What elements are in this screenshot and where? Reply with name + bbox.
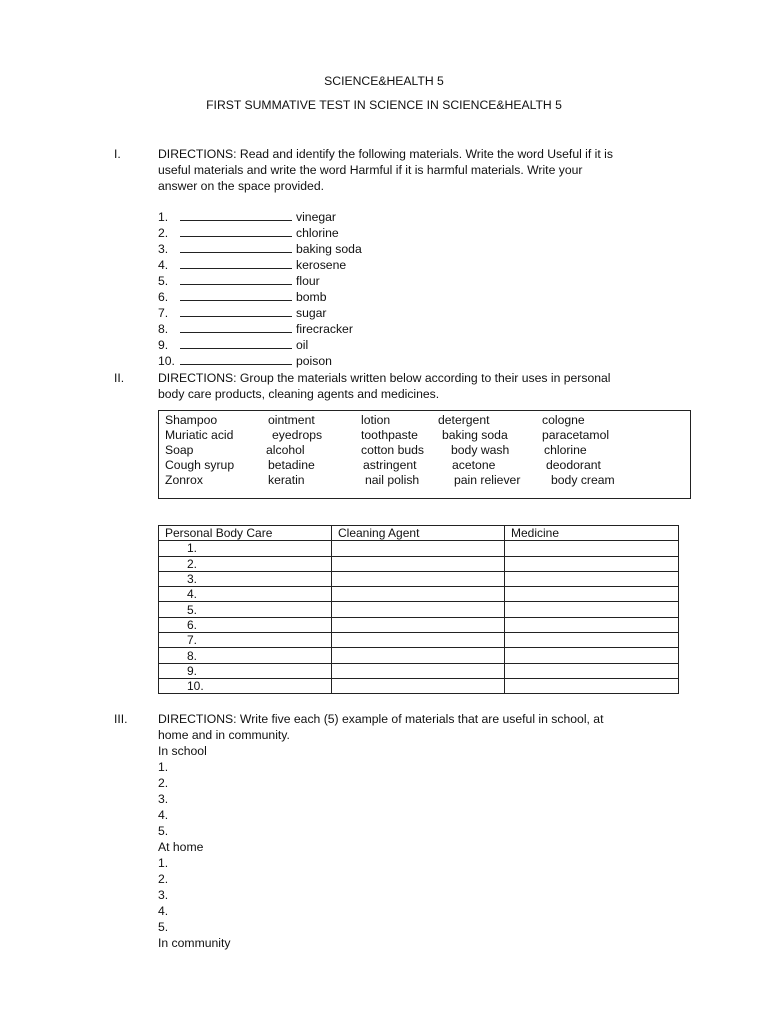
table-row	[159, 541, 679, 556]
item-number: 10.	[158, 354, 175, 368]
table-row	[159, 678, 679, 693]
word-bank-row	[159, 443, 690, 458]
table-row	[159, 617, 679, 632]
answer-cell[interactable]	[505, 541, 679, 556]
word-bank-word: Cough syrup	[165, 458, 235, 472]
word-bank-word: Zonrox	[165, 473, 203, 487]
answer-blank[interactable]	[180, 353, 292, 365]
item-number: 4.	[158, 258, 169, 272]
word-bank-word: chlorine	[544, 443, 587, 457]
list-item	[158, 337, 362, 353]
word-bank-row	[159, 428, 690, 443]
list-item[interactable]: 3.	[158, 792, 169, 806]
answer-blank[interactable]	[180, 305, 292, 317]
answer-cell[interactable]	[332, 571, 505, 586]
part3-section	[158, 711, 603, 951]
school-label: In school	[158, 744, 207, 758]
answer-cell[interactable]	[332, 541, 505, 556]
list-item	[158, 225, 362, 241]
answer-cell[interactable]	[505, 556, 679, 571]
item-number: 2.	[158, 226, 169, 240]
table-row	[159, 602, 679, 617]
list-item[interactable]: 5.	[158, 920, 169, 934]
row-number[interactable]: 7.	[159, 633, 332, 648]
item-number: 9.	[158, 338, 169, 352]
table-row	[159, 556, 679, 571]
list-item[interactable]: 1.	[158, 760, 169, 774]
part1-numeral: I.	[114, 147, 121, 161]
list-item	[158, 305, 362, 321]
item-word: vinegar	[296, 210, 336, 224]
answer-blank[interactable]	[180, 225, 292, 237]
answer-cell[interactable]	[332, 587, 505, 602]
row-number[interactable]: 9.	[159, 663, 332, 678]
directions-line: home and in community.	[158, 728, 290, 742]
part2-directions	[158, 370, 611, 402]
answer-cell[interactable]	[505, 678, 679, 693]
column-header: Medicine	[505, 526, 679, 541]
grouping-table	[158, 525, 679, 694]
word-bank-word: acetone	[452, 458, 496, 472]
part2-numeral: II.	[114, 371, 125, 385]
item-number: 7.	[158, 306, 169, 320]
list-item[interactable]: 4.	[158, 904, 169, 918]
item-number: 6.	[158, 290, 169, 304]
directions-line: answer on the space provided.	[158, 179, 324, 193]
answer-cell[interactable]	[332, 633, 505, 648]
part1-items	[158, 209, 362, 369]
word-bank-word: ointment	[268, 413, 315, 427]
word-bank-row	[159, 413, 690, 428]
word-bank-word: cologne	[542, 413, 585, 427]
word-bank-word: body cream	[551, 473, 615, 487]
item-word: kerosene	[296, 258, 347, 272]
item-word: flour	[296, 274, 320, 288]
answer-cell[interactable]	[505, 648, 679, 663]
item-word: firecracker	[296, 322, 353, 336]
list-item	[158, 289, 362, 305]
answer-cell[interactable]	[505, 602, 679, 617]
answer-cell[interactable]	[332, 663, 505, 678]
table-header-row	[159, 526, 679, 541]
word-bank-row	[159, 458, 690, 473]
item-word: baking soda	[296, 242, 362, 256]
column-header: Personal Body Care	[159, 526, 332, 541]
table-row	[159, 571, 679, 586]
item-word: sugar	[296, 306, 327, 320]
answer-blank[interactable]	[180, 209, 292, 221]
directions-line: DIRECTIONS: Write five each (5) example of materials that are useful in school, at	[158, 712, 604, 726]
word-bank-word: lotion	[361, 413, 391, 427]
list-item	[158, 257, 362, 273]
word-bank-word: astringent	[363, 458, 417, 472]
item-word: chlorine	[296, 226, 339, 240]
row-number[interactable]: 6.	[159, 617, 332, 632]
list-item[interactable]: 2.	[158, 776, 169, 790]
row-number[interactable]: 8.	[159, 648, 332, 663]
answer-cell[interactable]	[505, 587, 679, 602]
list-item	[158, 321, 362, 337]
answer-cell[interactable]	[332, 617, 505, 632]
answer-blank[interactable]	[180, 257, 292, 269]
word-bank-word: cotton buds	[361, 443, 425, 457]
item-word: poison	[296, 354, 332, 368]
table-row	[159, 663, 679, 678]
item-number: 3.	[158, 242, 169, 256]
word-bank-word: toothpaste	[361, 428, 418, 442]
row-number[interactable]: 5.	[159, 602, 332, 617]
list-item[interactable]: 5.	[158, 824, 169, 838]
test-title: FIRST SUMMATIVE TEST IN SCIENCE IN SCIENCE&HEALTH 5	[206, 98, 562, 112]
directions-line: DIRECTIONS: Read and identify the following materials. Write the word Useful if it is	[158, 147, 613, 161]
list-item[interactable]: 2.	[158, 872, 169, 886]
subject-title: SCIENCE&HEALTH 5	[324, 74, 444, 88]
word-bank-word: body wash	[451, 443, 510, 457]
word-bank-box	[158, 410, 691, 499]
list-item	[158, 241, 362, 257]
word-bank-word: Muriatic acid	[165, 428, 234, 442]
answer-blank[interactable]	[180, 273, 292, 285]
answer-cell[interactable]	[332, 648, 505, 663]
row-number[interactable]: 1.	[159, 541, 332, 556]
word-bank-word: deodorant	[546, 458, 601, 472]
word-bank-word: pain reliever	[454, 473, 521, 487]
word-bank-word: betadine	[268, 458, 315, 472]
table-row	[159, 648, 679, 663]
row-number[interactable]: 2.	[159, 556, 332, 571]
answer-blank[interactable]	[180, 289, 292, 301]
word-bank-word: Shampoo	[165, 413, 218, 427]
answer-blank[interactable]	[180, 241, 292, 253]
row-number[interactable]: 4.	[159, 587, 332, 602]
word-bank-word: baking soda	[442, 428, 508, 442]
item-number: 1.	[158, 210, 169, 224]
list-item	[158, 209, 362, 225]
answer-blank[interactable]	[180, 321, 292, 333]
directions-line: DIRECTIONS: Group the materials written below according to their uses in personal	[158, 371, 611, 385]
row-number[interactable]: 10.	[159, 678, 332, 693]
part1-directions	[158, 146, 613, 194]
answer-cell[interactable]	[505, 633, 679, 648]
directions-line: useful materials and write the word Harmful if it is harmful materials. Write your	[158, 163, 583, 177]
word-bank-word: paracetamol	[542, 428, 610, 442]
table-row	[159, 587, 679, 602]
list-item	[158, 273, 362, 289]
word-bank-word: keratin	[268, 473, 305, 487]
item-word: oil	[296, 338, 309, 352]
item-number: 5.	[158, 274, 169, 288]
list-item	[158, 353, 362, 369]
item-number: 8.	[158, 322, 169, 336]
row-number[interactable]: 3.	[159, 571, 332, 586]
word-bank-row	[159, 473, 690, 488]
word-bank-word: alcohol	[266, 443, 305, 457]
item-word: bomb	[296, 290, 327, 304]
column-header: Cleaning Agent	[332, 526, 505, 541]
list-item[interactable]: 1.	[158, 856, 169, 870]
answer-blank[interactable]	[180, 337, 292, 349]
answer-cell[interactable]	[505, 663, 679, 678]
answer-cell[interactable]	[332, 556, 505, 571]
table-row	[159, 633, 679, 648]
word-bank-word: Soap	[165, 443, 194, 457]
directions-line: body care products, cleaning agents and medicines.	[158, 387, 440, 401]
list-item[interactable]: 3.	[158, 888, 169, 902]
community-label: In community	[158, 936, 231, 950]
part3-numeral: III.	[114, 712, 128, 726]
word-bank-word: eyedrops	[272, 428, 323, 442]
word-bank-word: nail polish	[365, 473, 420, 487]
home-label: At home	[158, 840, 204, 854]
answer-cell[interactable]	[505, 617, 679, 632]
answer-cell[interactable]	[332, 678, 505, 693]
list-item[interactable]: 4.	[158, 808, 169, 822]
answer-cell[interactable]	[505, 571, 679, 586]
word-bank-word: detergent	[438, 413, 490, 427]
answer-cell[interactable]	[332, 602, 505, 617]
